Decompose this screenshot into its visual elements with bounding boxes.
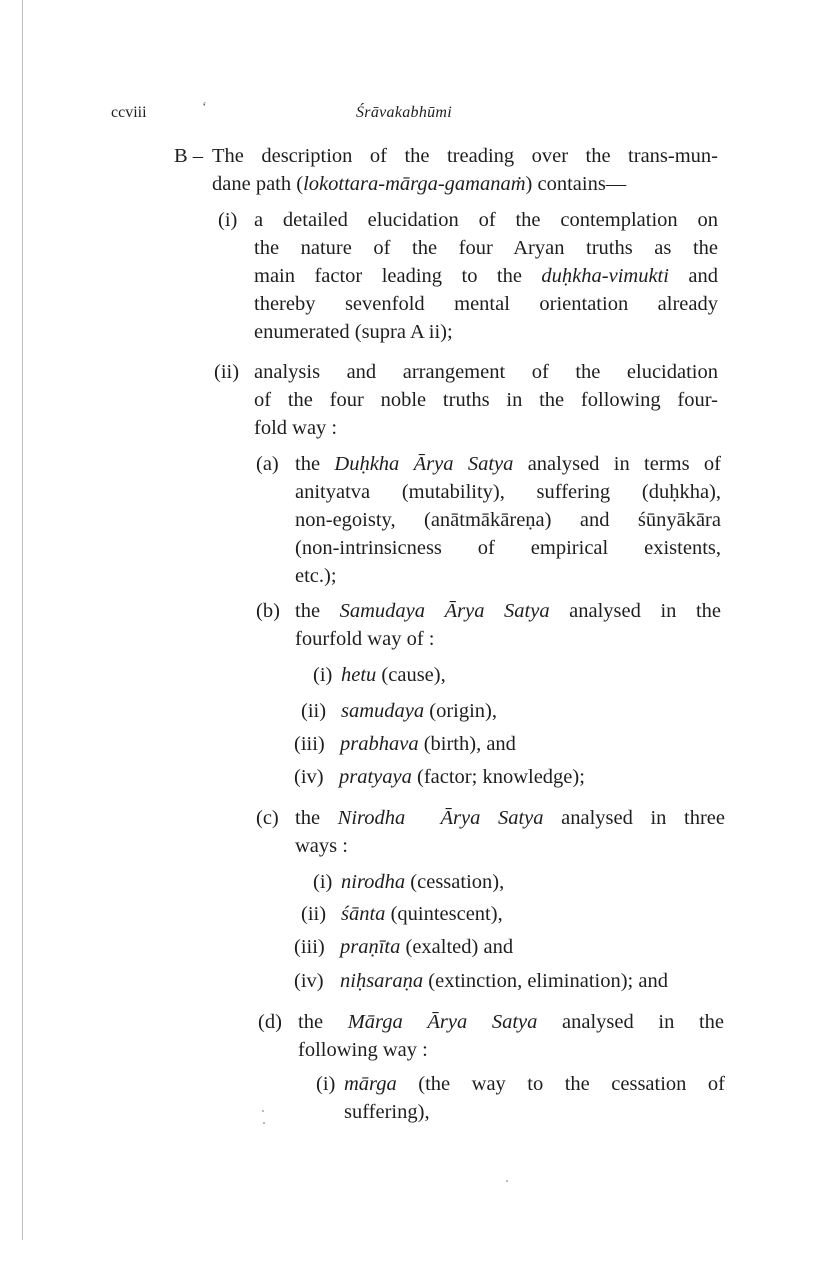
sub-c-line-2: ways : [295,835,348,857]
item-i-text [254,206,718,346]
item-ii-line-1: analysis and arrangement of the elucidation [254,361,718,383]
duhkha-vimukti-term: duḥkha-vimukti [541,265,669,287]
sub-a-line-5: etc.); [295,565,337,587]
sub-c-item-4: niḥsaraṇa (extinction, elimination); and [340,970,668,992]
sub-b-item-2-label: (ii) [301,700,327,722]
item-ii-line-3: fold way : [254,417,338,439]
duhkha-arya-satya-term: Duḥkha Ārya Satya [334,453,514,475]
sub-a-line-1: the Duḥkha Ārya Satya analysed in terms of [295,453,722,475]
sub-a-label: (a) [256,453,279,475]
item-ii-label: (ii) [214,361,240,383]
item-ii-line-2: of the four noble truths in the following four- [254,389,718,411]
sub-b-item-1-label: (i) [313,664,333,686]
section-b-text [212,142,718,198]
item-i-line-3: main factor leading to the duḥkha-vimukti and [254,265,718,287]
sub-b-line-2: fourfold way of : [295,628,435,650]
sub-a-line-2: anityatva (mutability), suffering (duḥkha), [295,481,721,503]
sub-d-item-1-label: (i) [316,1073,336,1095]
item-i-line-1: a detailed elucidation of the contemplation on [254,209,718,231]
sub-c-item-2: śānta (quintescent), [341,903,503,925]
sub-b-item-4-label: (iv) [294,766,324,788]
item-i-line-4: thereby sevenfold mental orientation already [254,293,718,315]
item-i-label: (i) [218,209,238,231]
sub-c-item-1-label: (i) [313,871,333,893]
sub-b-label: (b) [256,600,280,622]
sub-b-item-4: pratyaya (factor; knowledge); [339,766,585,788]
sub-d-text [298,1008,724,1064]
item-i-line-2: the nature of the four Aryan truths as the [254,237,718,259]
running-title: Śrāvakabhūmi [356,104,453,121]
scan-speck [262,1110,264,1112]
marga-arya-satya-term: Mārga Ārya Satya [347,1011,538,1033]
section-b-line-2: dane path (lokottara-mārga-gamanaṁ) contains— [212,173,627,195]
sub-c-item-2-label: (ii) [301,903,327,925]
sub-c-item-3-label: (iii) [294,936,325,958]
page-number: ccviii [111,104,147,121]
sub-c-line-1: the Nirodha Ārya Satya analysed in three [295,807,726,829]
section-b-line-1: The description of the treading over the trans-mun- [212,145,718,167]
samudaya-arya-satya-term: Samudaya Ārya Satya [339,600,550,622]
sub-d-line-1: the Mārga Ārya Satya analysed in the [298,1011,724,1033]
sub-b-item-3: prabhava (birth), and [340,733,516,755]
item-i-line-5: enumerated (supra A ii); [254,321,453,343]
item-ii-text [254,358,718,442]
sub-b-item-2: samudaya (origin), [341,700,498,722]
sub-c-item-3: praṇīta (exalted) and [340,936,514,958]
sub-a-text [295,450,721,590]
sub-c-text [295,804,725,860]
sub-b-item-1: hetu (cause), [341,664,446,686]
sub-b-item-3-label: (iii) [294,733,325,755]
sub-d-label: (d) [258,1011,282,1033]
sub-a-line-3: non-egoisty, (anātmākāreṇa) and śūnyākāra [295,509,721,531]
nirodha-arya-satya-term: Nirodha Ārya Satya [337,807,544,829]
section-b-label: B – [174,145,204,167]
lokottara-term: lokottara-mārga-gamanaṁ [303,173,526,195]
sub-d-item-1-line-2: suffering), [344,1101,430,1123]
header-mark: ‘ [202,100,207,115]
sub-c-item-4-label: (iv) [294,970,324,992]
sub-c-item-1: nirodha (cessation), [341,871,505,893]
page-edge-line [22,0,23,1240]
sub-b-line-1: the Samudaya Ārya Satya analysed in the [295,600,722,622]
sub-c-label: (c) [256,807,279,829]
scan-speck [263,1122,265,1124]
sub-b-text [295,597,721,653]
sub-d-line-2: following way : [298,1039,428,1061]
sub-d-item-1: mārga (the way to the cessation of suffering), [344,1070,725,1126]
scan-speck [506,1180,508,1182]
sub-a-line-4: (non-intrinsicness of empirical existents, [295,537,721,559]
